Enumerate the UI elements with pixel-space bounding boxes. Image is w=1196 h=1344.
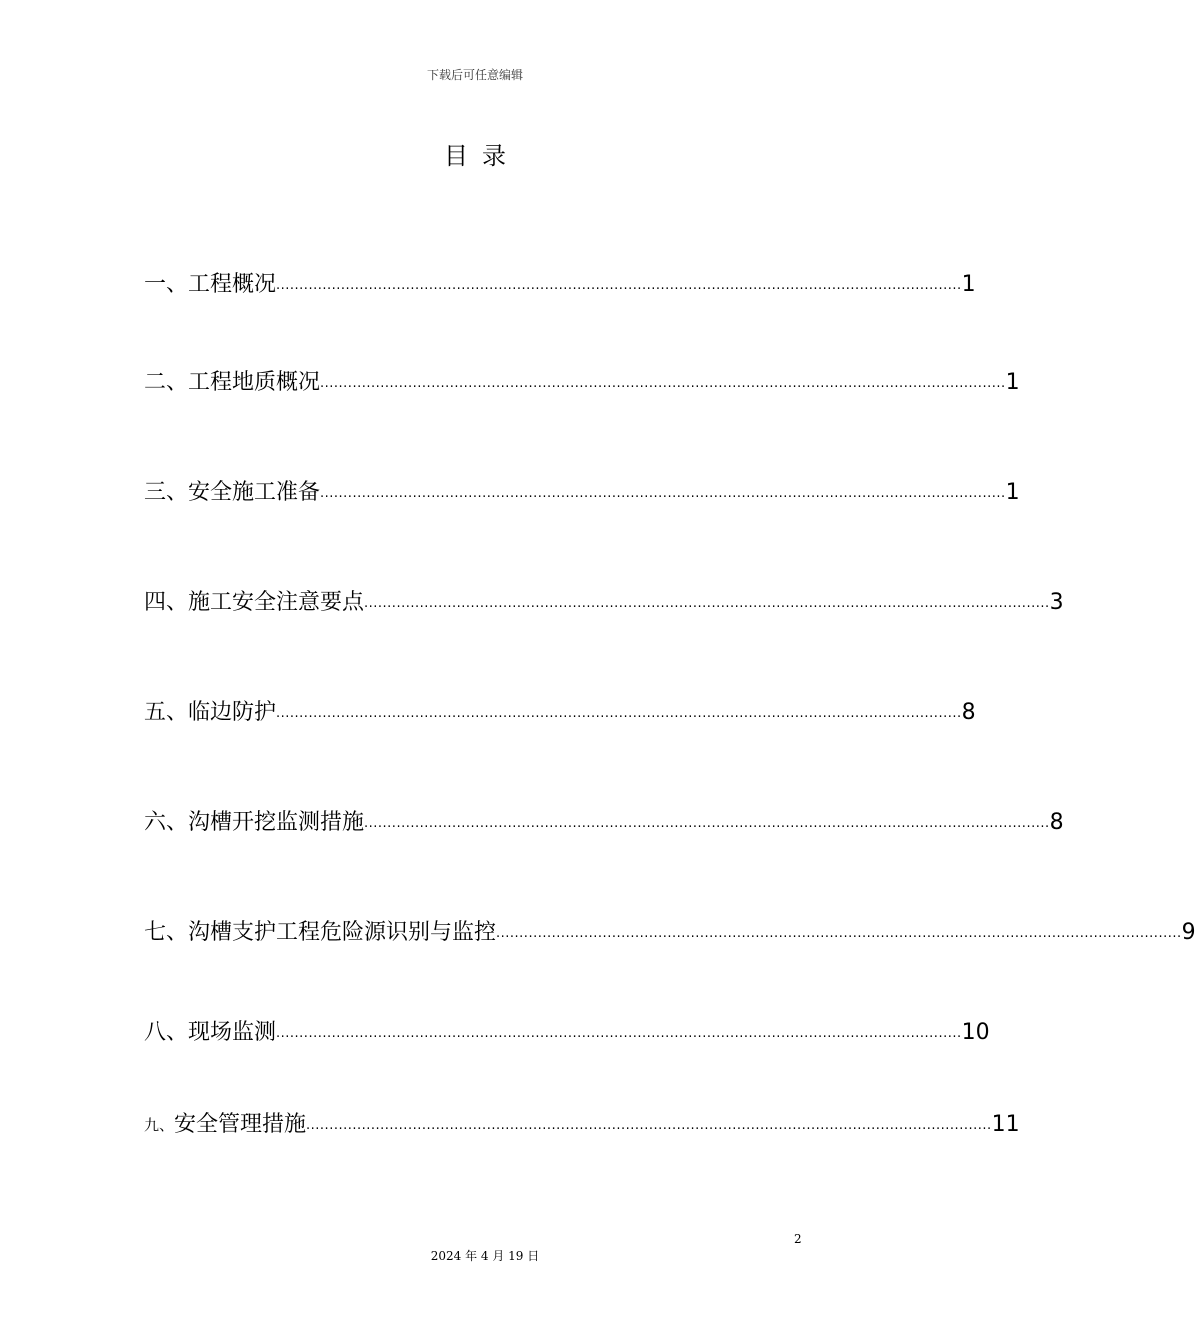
toc-entry-page: 11 bbox=[991, 1112, 1020, 1137]
toc-entry[interactable] bbox=[144, 1110, 1020, 1140]
toc-entry-label: 四、施工安全注意要点 bbox=[144, 590, 365, 615]
toc-entry-page: 9 bbox=[1181, 920, 1196, 945]
toc-entry[interactable] bbox=[144, 1018, 990, 1048]
toc-entry-label: 五、临边防护 bbox=[144, 700, 277, 725]
toc-entry[interactable] bbox=[144, 478, 1020, 508]
toc-leader-dots: .................................................................................................................................................... bbox=[320, 376, 1006, 391]
toc-entry-label: 八、现场监测 bbox=[144, 1020, 277, 1045]
toc-entry-page: 1 bbox=[961, 272, 976, 297]
toc-entry[interactable] bbox=[144, 588, 1064, 618]
toc-entry[interactable] bbox=[144, 698, 976, 728]
toc-entry-label: 三、安全施工准备 bbox=[144, 480, 321, 505]
toc-leader-dots: .................................................................................................................................................... bbox=[276, 278, 962, 293]
toc-leader-dots: .................................................................................................................................................... bbox=[496, 926, 1182, 941]
toc-entry[interactable] bbox=[144, 808, 1064, 838]
toc-entry[interactable] bbox=[144, 918, 1196, 948]
toc-title: 目录 bbox=[444, 142, 520, 170]
toc-entry-page: 3 bbox=[1049, 590, 1064, 615]
footer-date: 2024 年 4 月 19 日 bbox=[430, 1249, 540, 1263]
toc-entry-label: 二、工程地质概况 bbox=[144, 370, 321, 395]
toc-entry[interactable] bbox=[144, 368, 1020, 398]
toc-entry-page: 8 bbox=[961, 700, 976, 725]
toc-entry-label: 一、工程概况 bbox=[144, 272, 277, 297]
toc-leader-dots: .................................................................................................................................................... bbox=[306, 1118, 992, 1133]
toc-entry[interactable] bbox=[144, 270, 976, 300]
toc-entry-page: 1 bbox=[1005, 480, 1020, 505]
toc-entry-page: 8 bbox=[1049, 810, 1064, 835]
toc-leader-dots: .................................................................................................................................................... bbox=[276, 1026, 962, 1041]
toc-entry-page: 1 bbox=[1005, 370, 1020, 395]
toc-leader-dots: .................................................................................................................................................... bbox=[364, 816, 1050, 831]
toc-leader-dots: .................................................................................................................................................... bbox=[276, 706, 962, 721]
toc-entry-number: 九、 bbox=[144, 1116, 175, 1134]
toc-entry-label: 七、沟槽支护工程危险源识别与监控 bbox=[144, 920, 497, 945]
toc-leader-dots: .................................................................................................................................................... bbox=[364, 596, 1050, 611]
page-number: 2 bbox=[794, 1232, 802, 1246]
toc-entry-page: 10 bbox=[961, 1020, 990, 1045]
toc-entry-label: 安全管理措施 bbox=[174, 1112, 307, 1137]
toc-entry-label: 六、沟槽开挖监测措施 bbox=[144, 810, 365, 835]
toc-leader-dots: .................................................................................................................................................... bbox=[320, 486, 1006, 501]
page-header: 下载后可任意编辑 bbox=[426, 68, 523, 82]
